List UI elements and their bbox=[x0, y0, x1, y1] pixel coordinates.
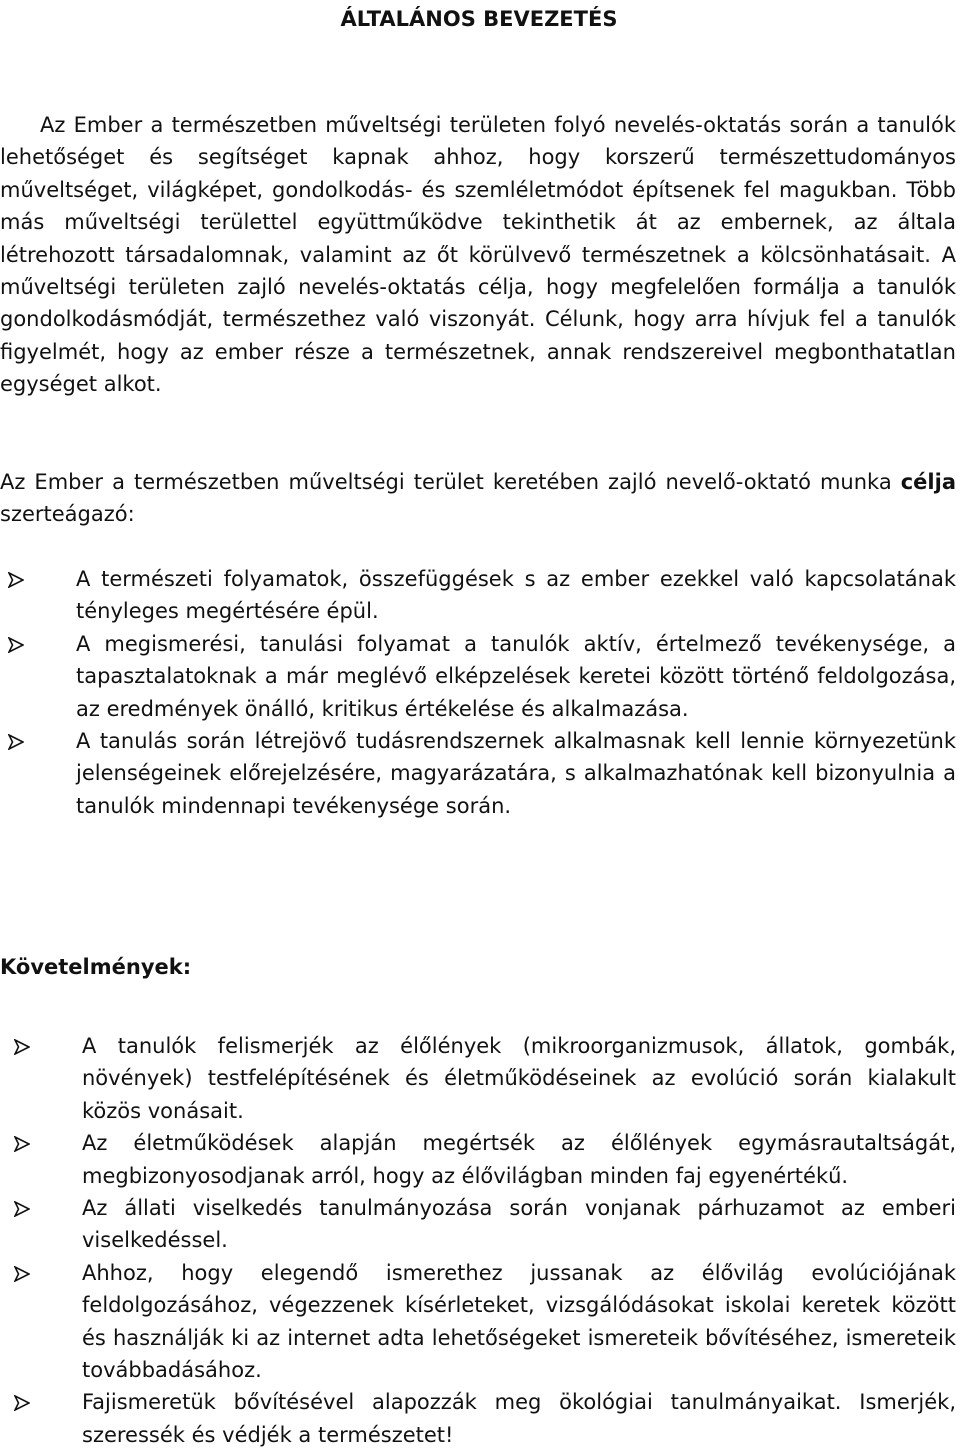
list-item-text: Ahhoz, hogy elegendő ismerethez jussanak az élővilág evolúciójának feldolgozásához, végezzenek kísérleteket, vizsgálódásokat iskolai keretek között és használják ki az internet adta lehetőségeket ismereteik bővítéséhez, ismereteik továbbadásához. bbox=[82, 1260, 956, 1383]
arrowhead-bullet-icon bbox=[14, 1395, 30, 1411]
list-item-text: A tanulás során létrejövő tudásrendszernek alkalmasnak kell lennie környezetünk jelenségeinek előrejelzésére, magyarázatára, s alkalmazhatónak kell bizonyulnia a tanulók mindennapi tevékenysége során. bbox=[76, 729, 956, 818]
goal-bullet-list bbox=[0, 563, 956, 822]
list-item-text: Fajismeretük bővítésével alapozzák meg ökológiai tanulmányaikat. Ismerjék, szeressék és védjék a természetet! bbox=[82, 1390, 956, 1447]
document-title: ÁLTALÁNOS BEVEZETÉS bbox=[340, 7, 618, 31]
list-item bbox=[0, 1386, 956, 1451]
requirements-bullet-list bbox=[0, 1030, 956, 1451]
list-item-text: A megismerési, tanulási folyamat a tanulók aktív, értelmező tevékenysége, a tapasztalatoknak a már meglévő elképzelések keretei között történő feldolgozása, az eredmények önálló, kritikus értékelése és alkalmazása. bbox=[76, 631, 956, 721]
arrowhead-bullet-icon bbox=[8, 637, 24, 653]
intro-paragraph: Az Ember a természetben műveltségi területen folyó nevelés-oktatás során a tanulók lehetőséget és segítséget kapnak ahhoz, hogy korszerű természettudományos műveltséget, világképet, gondolkodás- és szemléletmódot építsenek fel magukban. Több más műveltségi területtel együttműködve tekinthetik át az embernek, az általa létrehozott társadalomnak, valamint az őt körülvevő természetnek a kölcsönhatásait. A műveltségi területen zajló nevelés-oktatás célja, hogy megfelelően formálja a tanulók gondolkodásmódját, természethez való viszonyát. Célunk, hogy arra hívjuk fel a tanulók figyelmét, hogy az ember része a természetnek, annak rendszereivel megbonthatatlan egységet alkot. bbox=[0, 113, 956, 397]
arrowhead-bullet-icon bbox=[14, 1266, 30, 1282]
list-item bbox=[0, 1192, 956, 1257]
list-item bbox=[0, 563, 956, 628]
list-item bbox=[0, 1127, 956, 1192]
goal-paragraph bbox=[0, 466, 956, 531]
goal-bold-word: célja bbox=[900, 470, 956, 494]
arrowhead-bullet-icon bbox=[8, 734, 24, 750]
arrowhead-bullet-icon bbox=[8, 572, 24, 588]
list-item bbox=[0, 1257, 956, 1387]
goal-text-before: Az Ember a természetben műveltségi terület keretében zajló nevelő-oktató munka bbox=[0, 470, 901, 494]
list-item-text: Az állati viselkedés tanulmányozása során vonjanak párhuzamot az emberi viselkedéssel. bbox=[82, 1196, 956, 1253]
list-item-text: Az életműködések alapján megértsék az élőlények egymásrautaltságát, megbizonyosodjanak arról, hogy az élővilágban minden faj egyenértékű. bbox=[82, 1131, 956, 1188]
arrowhead-bullet-icon bbox=[14, 1201, 30, 1217]
list-item-text: A természeti folyamatok, összefüggések s az ember ezekkel való kapcsolatának tényleges megértésére épül. bbox=[76, 567, 956, 624]
goal-text-after: szerteágazó: bbox=[0, 502, 135, 527]
arrowhead-bullet-icon bbox=[14, 1039, 30, 1055]
requirements-heading: Követelmények: bbox=[0, 955, 192, 979]
list-item-text: A tanulók felismerjék az élőlények (mikroorganizmusok, állatok, gombák, növények) testfelépítésének és életműködéseinek az evolúció során kialakult közös vonásait. bbox=[82, 1034, 956, 1123]
list-item bbox=[0, 1030, 956, 1127]
list-item bbox=[0, 628, 956, 725]
list-item bbox=[0, 725, 956, 822]
arrowhead-bullet-icon bbox=[14, 1136, 30, 1152]
